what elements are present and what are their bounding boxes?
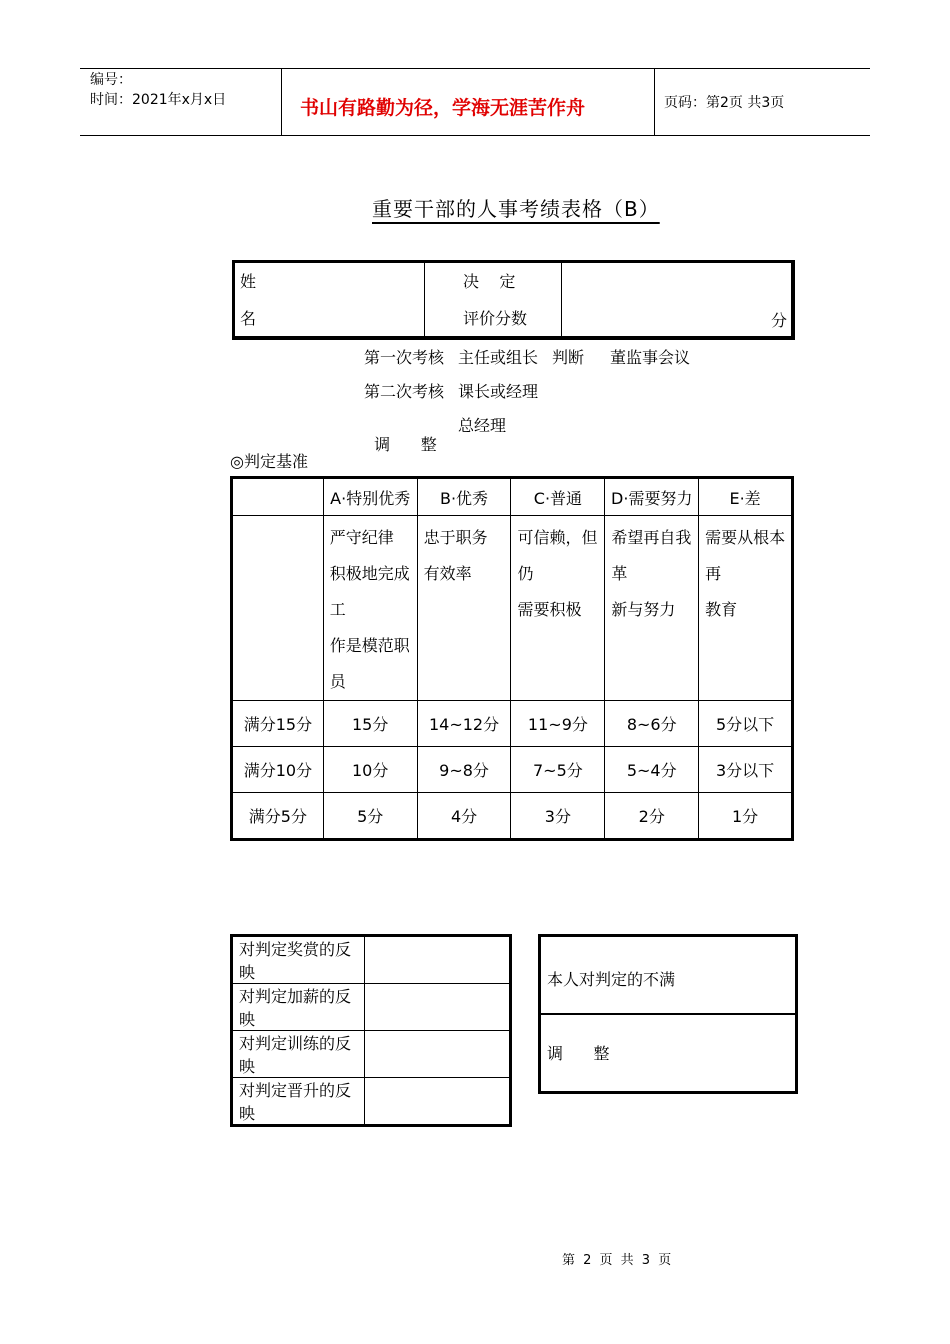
- score-cell: 5分: [323, 793, 417, 840]
- approval-row-second: [364, 379, 539, 402]
- score-cell: 7~5分: [511, 747, 605, 793]
- score-row-label: 满分15分: [232, 701, 324, 747]
- description-line: 教育: [705, 600, 738, 619]
- grade-b-description: [417, 516, 511, 701]
- description-line: 忠于职务: [423, 528, 488, 547]
- score-unit: 分: [771, 311, 788, 330]
- reaction-label-training: 对判定训练的反映: [232, 1031, 365, 1078]
- score-cell: 10分: [323, 747, 417, 793]
- criteria-description-row: [232, 516, 793, 701]
- page-title: 重要干部的人事考绩表格（B）: [372, 197, 660, 221]
- score-row-label: 满分5分: [232, 793, 324, 840]
- header-page-indicator: 页码：第2页 共3页: [664, 95, 785, 111]
- score-field[interactable]: [565, 265, 765, 333]
- score-cell: 4分: [417, 793, 511, 840]
- approval-label: 第二次考核: [364, 382, 445, 401]
- header-motto: 书山有路勤为径，学海无涯苦作舟: [300, 97, 586, 119]
- name-score-box: [232, 260, 795, 340]
- reaction-table: [230, 934, 512, 1127]
- criteria-header-row: [232, 478, 793, 516]
- criteria-corner-cell: [232, 478, 324, 516]
- reaction-row: [232, 936, 511, 984]
- dissatisfaction-box[interactable]: [538, 934, 798, 1094]
- description-line: 新与努力: [611, 600, 676, 619]
- approval-label: 第一次考核: [364, 348, 445, 367]
- reaction-row: [232, 1031, 511, 1078]
- description-line: 需要积极: [517, 600, 582, 619]
- score-cell: 9~8分: [417, 747, 511, 793]
- grade-c-description: [511, 516, 605, 701]
- header-divider-2: [654, 68, 655, 136]
- reaction-input-raise[interactable]: [365, 984, 511, 1031]
- header-divider-1: [281, 68, 282, 136]
- header-bottom-rule: [80, 135, 870, 136]
- description-line: 严守纪律: [329, 528, 394, 547]
- score-row-15: [232, 701, 793, 747]
- description-line: 希望再自我革: [611, 528, 692, 583]
- score-cell: 15分: [323, 701, 417, 747]
- reaction-label-raise: 对判定加薪的反映: [232, 984, 365, 1031]
- approval-label: 调 整: [374, 435, 437, 454]
- reaction-row: [232, 984, 511, 1031]
- score-row-10: [232, 747, 793, 793]
- page-footer: 第 2 页 共 3 页: [562, 1253, 674, 1268]
- reaction-input-reward[interactable]: [365, 936, 511, 984]
- score-cell: 8~6分: [605, 701, 699, 747]
- score-label: 评价分数: [463, 309, 528, 328]
- reaction-input-promotion[interactable]: [365, 1078, 511, 1126]
- reaction-input-training[interactable]: [365, 1031, 511, 1078]
- score-cell: 5~4分: [605, 747, 699, 793]
- approval-approver: 总经理: [458, 416, 507, 435]
- decision-label: 决 定: [463, 272, 516, 291]
- name-field[interactable]: [265, 265, 420, 333]
- adjustment-label: 调 整: [547, 1044, 610, 1063]
- criteria-heading: ◎判定基准: [230, 452, 308, 471]
- name-label-char-1: 姓: [240, 272, 257, 291]
- name-label-char-2: 名: [240, 309, 257, 328]
- criteria-description-label-cell: [232, 516, 324, 701]
- approval-row-adjust: [364, 413, 507, 474]
- approval-row-first: [364, 345, 691, 368]
- description-line: 可信赖，但仍: [517, 528, 598, 583]
- grade-d-header: D·需要努力: [605, 478, 699, 516]
- score-cell: 11~9分: [511, 701, 605, 747]
- score-row-label: 满分10分: [232, 747, 324, 793]
- grade-b-header: B·优秀: [417, 478, 511, 516]
- dissatisfaction-divider: [541, 1013, 795, 1015]
- grade-e-header: E·差: [699, 478, 793, 516]
- header-top-rule: [80, 68, 870, 69]
- grade-a-description: [323, 516, 417, 701]
- reaction-label-promotion: 对判定晋升的反映: [232, 1078, 365, 1126]
- approval-approver: 主任或组长: [458, 348, 539, 367]
- score-cell: 2分: [605, 793, 699, 840]
- document-number-label: 编号：: [90, 72, 132, 88]
- description-line: 作是模范职员: [329, 636, 410, 691]
- reaction-label-reward: 对判定奖赏的反映: [232, 936, 365, 984]
- document-date-label: 时间：2021年x月x日: [90, 92, 227, 108]
- dissatisfaction-label: 本人对判定的不满: [547, 970, 676, 989]
- description-line: 需要从根本再: [705, 528, 786, 583]
- score-cell: 3分: [511, 793, 605, 840]
- score-cell: 14~12分: [417, 701, 511, 747]
- reaction-row: [232, 1078, 511, 1126]
- approval-judgement: 判断: [552, 348, 585, 367]
- grade-a-header: A·特别优秀: [323, 478, 417, 516]
- description-line: 有效率: [423, 564, 472, 583]
- grade-c-header: C·普通: [511, 478, 605, 516]
- criteria-table: [230, 476, 794, 841]
- score-row-5: [232, 793, 793, 840]
- grade-e-description: [699, 516, 793, 701]
- grade-d-description: [605, 516, 699, 701]
- approval-board: 董监事会议: [610, 348, 691, 367]
- description-line: 积极地完成工: [329, 564, 410, 619]
- score-cell: 5分以下: [699, 701, 793, 747]
- score-cell: 3分以下: [699, 747, 793, 793]
- approval-approver: 课长或经理: [458, 382, 539, 401]
- score-cell: 1分: [699, 793, 793, 840]
